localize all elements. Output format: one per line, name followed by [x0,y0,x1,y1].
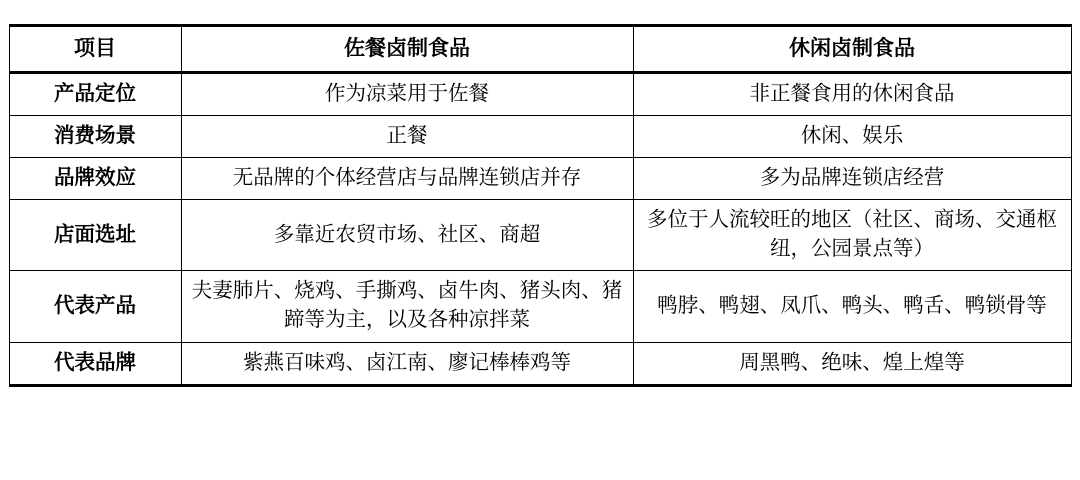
table-header-row [9,26,1071,73]
comparison-table [9,24,1072,387]
table-body [9,26,1071,386]
cell-xiuxian: 周黑鸭、绝味、煌上煌等 [633,342,1071,385]
cell-xiuxian: 休闲、娱乐 [633,115,1071,157]
column-header-item: 项目 [9,26,181,73]
table-row [9,158,1071,200]
cell-zuocan: 作为凉菜用于佐餐 [181,72,633,115]
row-label: 消费场景 [9,115,181,157]
table-row [9,115,1071,157]
table-row [9,271,1071,342]
row-label: 品牌效应 [9,158,181,200]
table-row [9,72,1071,115]
table-row [9,200,1071,271]
column-header-xiuxian: 休闲卤制食品 [633,26,1071,73]
cell-xiuxian: 多位于人流较旺的地区（社区、商场、交通枢纽，公园景点等） [633,200,1071,271]
cell-zuocan: 夫妻肺片、烧鸡、手撕鸡、卤牛肉、猪头肉、猪蹄等为主，以及各种凉拌菜 [181,271,633,342]
cell-zuocan: 多靠近农贸市场、社区、商超 [181,200,633,271]
cell-xiuxian: 多为品牌连锁店经营 [633,158,1071,200]
row-label: 店面选址 [9,200,181,271]
row-label: 代表产品 [9,271,181,342]
row-label: 产品定位 [9,72,181,115]
column-header-zuocan: 佐餐卤制食品 [181,26,633,73]
cell-zuocan: 紫燕百味鸡、卤江南、廖记棒棒鸡等 [181,342,633,385]
table-row [9,342,1071,385]
cell-zuocan: 正餐 [181,115,633,157]
cell-xiuxian: 鸭脖、鸭翅、凤爪、鸭头、鸭舌、鸭锁骨等 [633,271,1071,342]
cell-xiuxian: 非正餐食用的休闲食品 [633,72,1071,115]
row-label: 代表品牌 [9,342,181,385]
cell-zuocan: 无品牌的个体经营店与品牌连锁店并存 [181,158,633,200]
